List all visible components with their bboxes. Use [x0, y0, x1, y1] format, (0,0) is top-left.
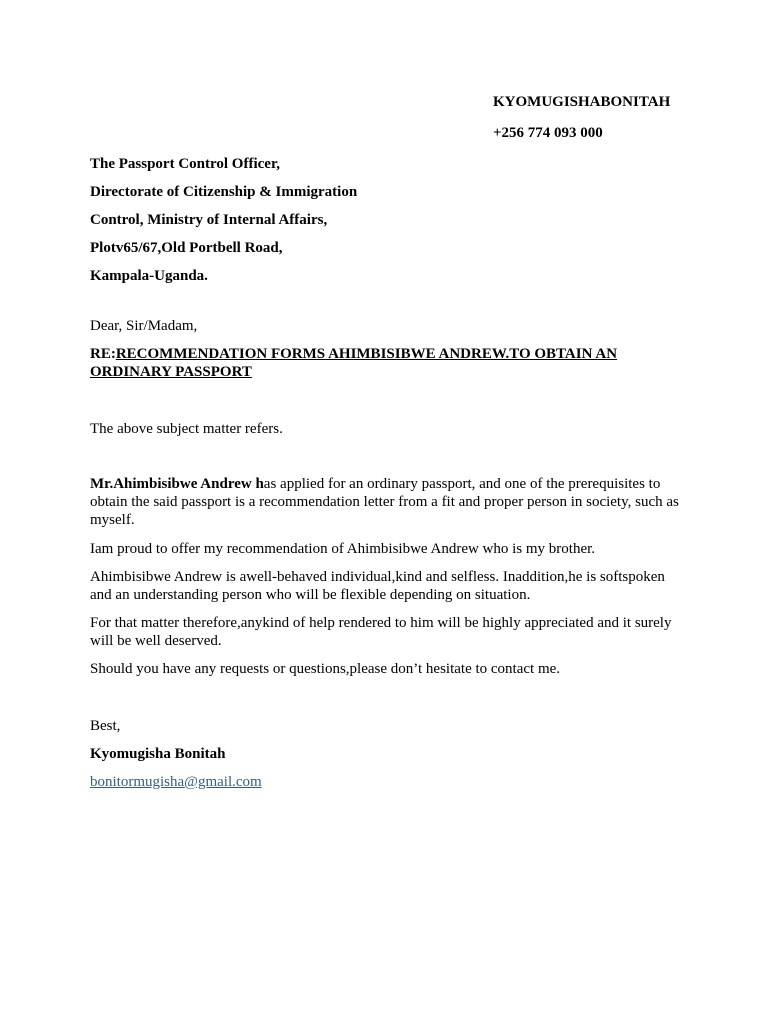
subject-prefix: RE:	[90, 346, 116, 362]
closing: Best,	[90, 718, 121, 734]
email-link[interactable]: bonitormugisha@gmail.com	[90, 774, 262, 790]
paragraph-refers: The above subject matter refers.	[90, 421, 283, 437]
recipient-address	[90, 155, 357, 295]
sender-block	[493, 93, 670, 142]
subject-line	[90, 345, 650, 381]
signature-name: Kyomugisha Bonitah	[90, 746, 226, 762]
subject-title: RECOMMENDATION FORMS AHIMBISIBWE ANDREW.TO OBTAIN AN ORDINARY PASSPORT	[90, 346, 618, 380]
paragraph-applied-text: as applied for an ordinary passport, and one of the prerequisites to obtain the said passport is a recommendation letter from a fit and proper person in society, such as myself.	[90, 476, 679, 528]
salutation: Dear, Sir/Madam,	[90, 318, 198, 334]
paragraph-appreciation: For that matter therefore,anykind of help rendered to him will be highly appreciated and it surely will be well deserved.	[90, 615, 672, 649]
paragraph-character: Ahimbisibwe Andrew is awell-behaved individual,kind and selfless. Inaddition,he is softspoken and an understanding person who will be flexible depending on situation.	[90, 569, 665, 603]
applicant-name: Mr.Ahimbisibwe Andrew h	[90, 476, 264, 492]
paragraph-applied	[90, 475, 680, 529]
paragraph-recommendation: Iam proud to offer my recommendation of Ahimbisibwe Andrew who is my brother.	[90, 541, 596, 557]
sender-phone: +256 774 093 000	[493, 125, 603, 141]
sender-name: KYOMUGISHABONITAH	[493, 94, 671, 110]
recipient-line: Directorate of Citizenship & Immigration	[90, 184, 358, 200]
recipient-line: Kampala-Uganda.	[90, 268, 208, 284]
paragraph-contact: Should you have any requests or questions,please don’t hesitate to contact me.	[90, 661, 561, 677]
recipient-line: Control, Ministry of Internal Affairs,	[90, 212, 328, 228]
recipient-line: The Passport Control Officer,	[90, 156, 280, 172]
recipient-line: Plotv65/67,Old Portbell Road,	[90, 240, 283, 256]
